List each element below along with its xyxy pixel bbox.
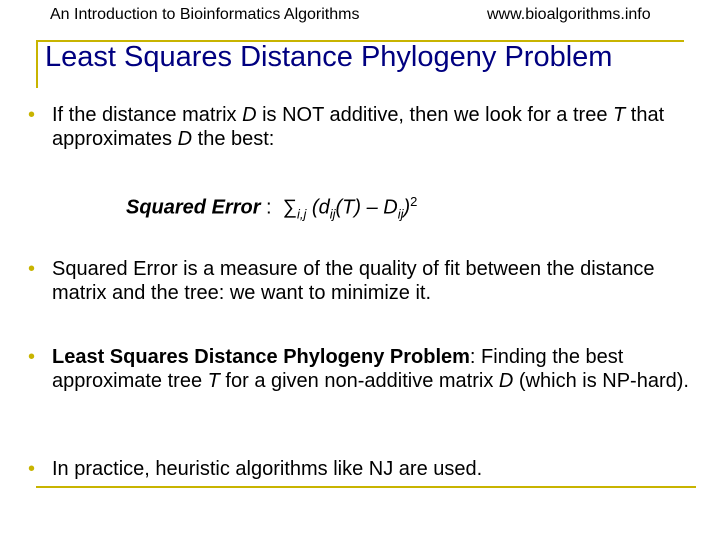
bullet-mark-1: • [28, 104, 36, 126]
formula-colon: : [260, 196, 283, 219]
bullet-1-var-d2: D [177, 128, 193, 150]
header-left-text: An Introduction to Bioinformatics Algorithms [50, 6, 360, 23]
bullet-3-bold: Least Squares Distance Phylogeny Problem [52, 346, 470, 368]
formula-sum: ∑ [282, 196, 297, 219]
bullet-1-part-4: that approximates [52, 104, 665, 150]
bullet-3-part-4: (which is NP-hard). [513, 370, 689, 392]
formula-D-sub: ij [397, 206, 404, 222]
bullet-mark-2: • [28, 258, 36, 280]
bullet-1-text [52, 103, 702, 151]
bottom-rule [36, 486, 696, 488]
formula-sum-sub: i,j [296, 206, 307, 222]
bullet-4-text: In practice, heuristic algorithms like NJ are used. [52, 458, 483, 480]
formula-d-sub: ij [329, 206, 336, 222]
bullet-1-var-t: T [613, 104, 626, 126]
bullet-3-var-d: D [498, 370, 514, 392]
bullet-3-part-0: : Finding the best approximate tree [52, 346, 624, 392]
bullet-3-var-t: T [207, 370, 220, 392]
bullet-1-part-0: If the distance matrix [52, 104, 243, 126]
squared-error-formula [126, 194, 417, 222]
formula-label: Squared Error [126, 196, 261, 219]
bullet-1-part-2: is NOT additive, then we look for a tree [256, 104, 613, 126]
bullet-3-part-2: for a given non-additive matrix [219, 370, 499, 392]
bullet-mark-3: • [28, 346, 36, 368]
title-frame-left-rule [36, 40, 38, 88]
formula-open: (d [306, 196, 330, 219]
bullet-mark-4: • [28, 458, 36, 480]
header-url: www.bioalgorithms.info [487, 6, 651, 23]
bullet-1-part-6: the best: [192, 128, 275, 150]
bullet-1-var-d: D [242, 104, 257, 126]
bullet-2-text: Squared Error is a measure of the quality of fit between the distance matrix and the tree: we want to minimize it. [52, 258, 655, 304]
formula-close: ) [403, 196, 411, 219]
formula-mid: (T) – D [335, 196, 398, 219]
slide-title: Least Squares Distance Phylogeny Problem [45, 41, 613, 73]
bullet-3-text [52, 345, 702, 393]
formula-exponent: 2 [410, 194, 418, 209]
